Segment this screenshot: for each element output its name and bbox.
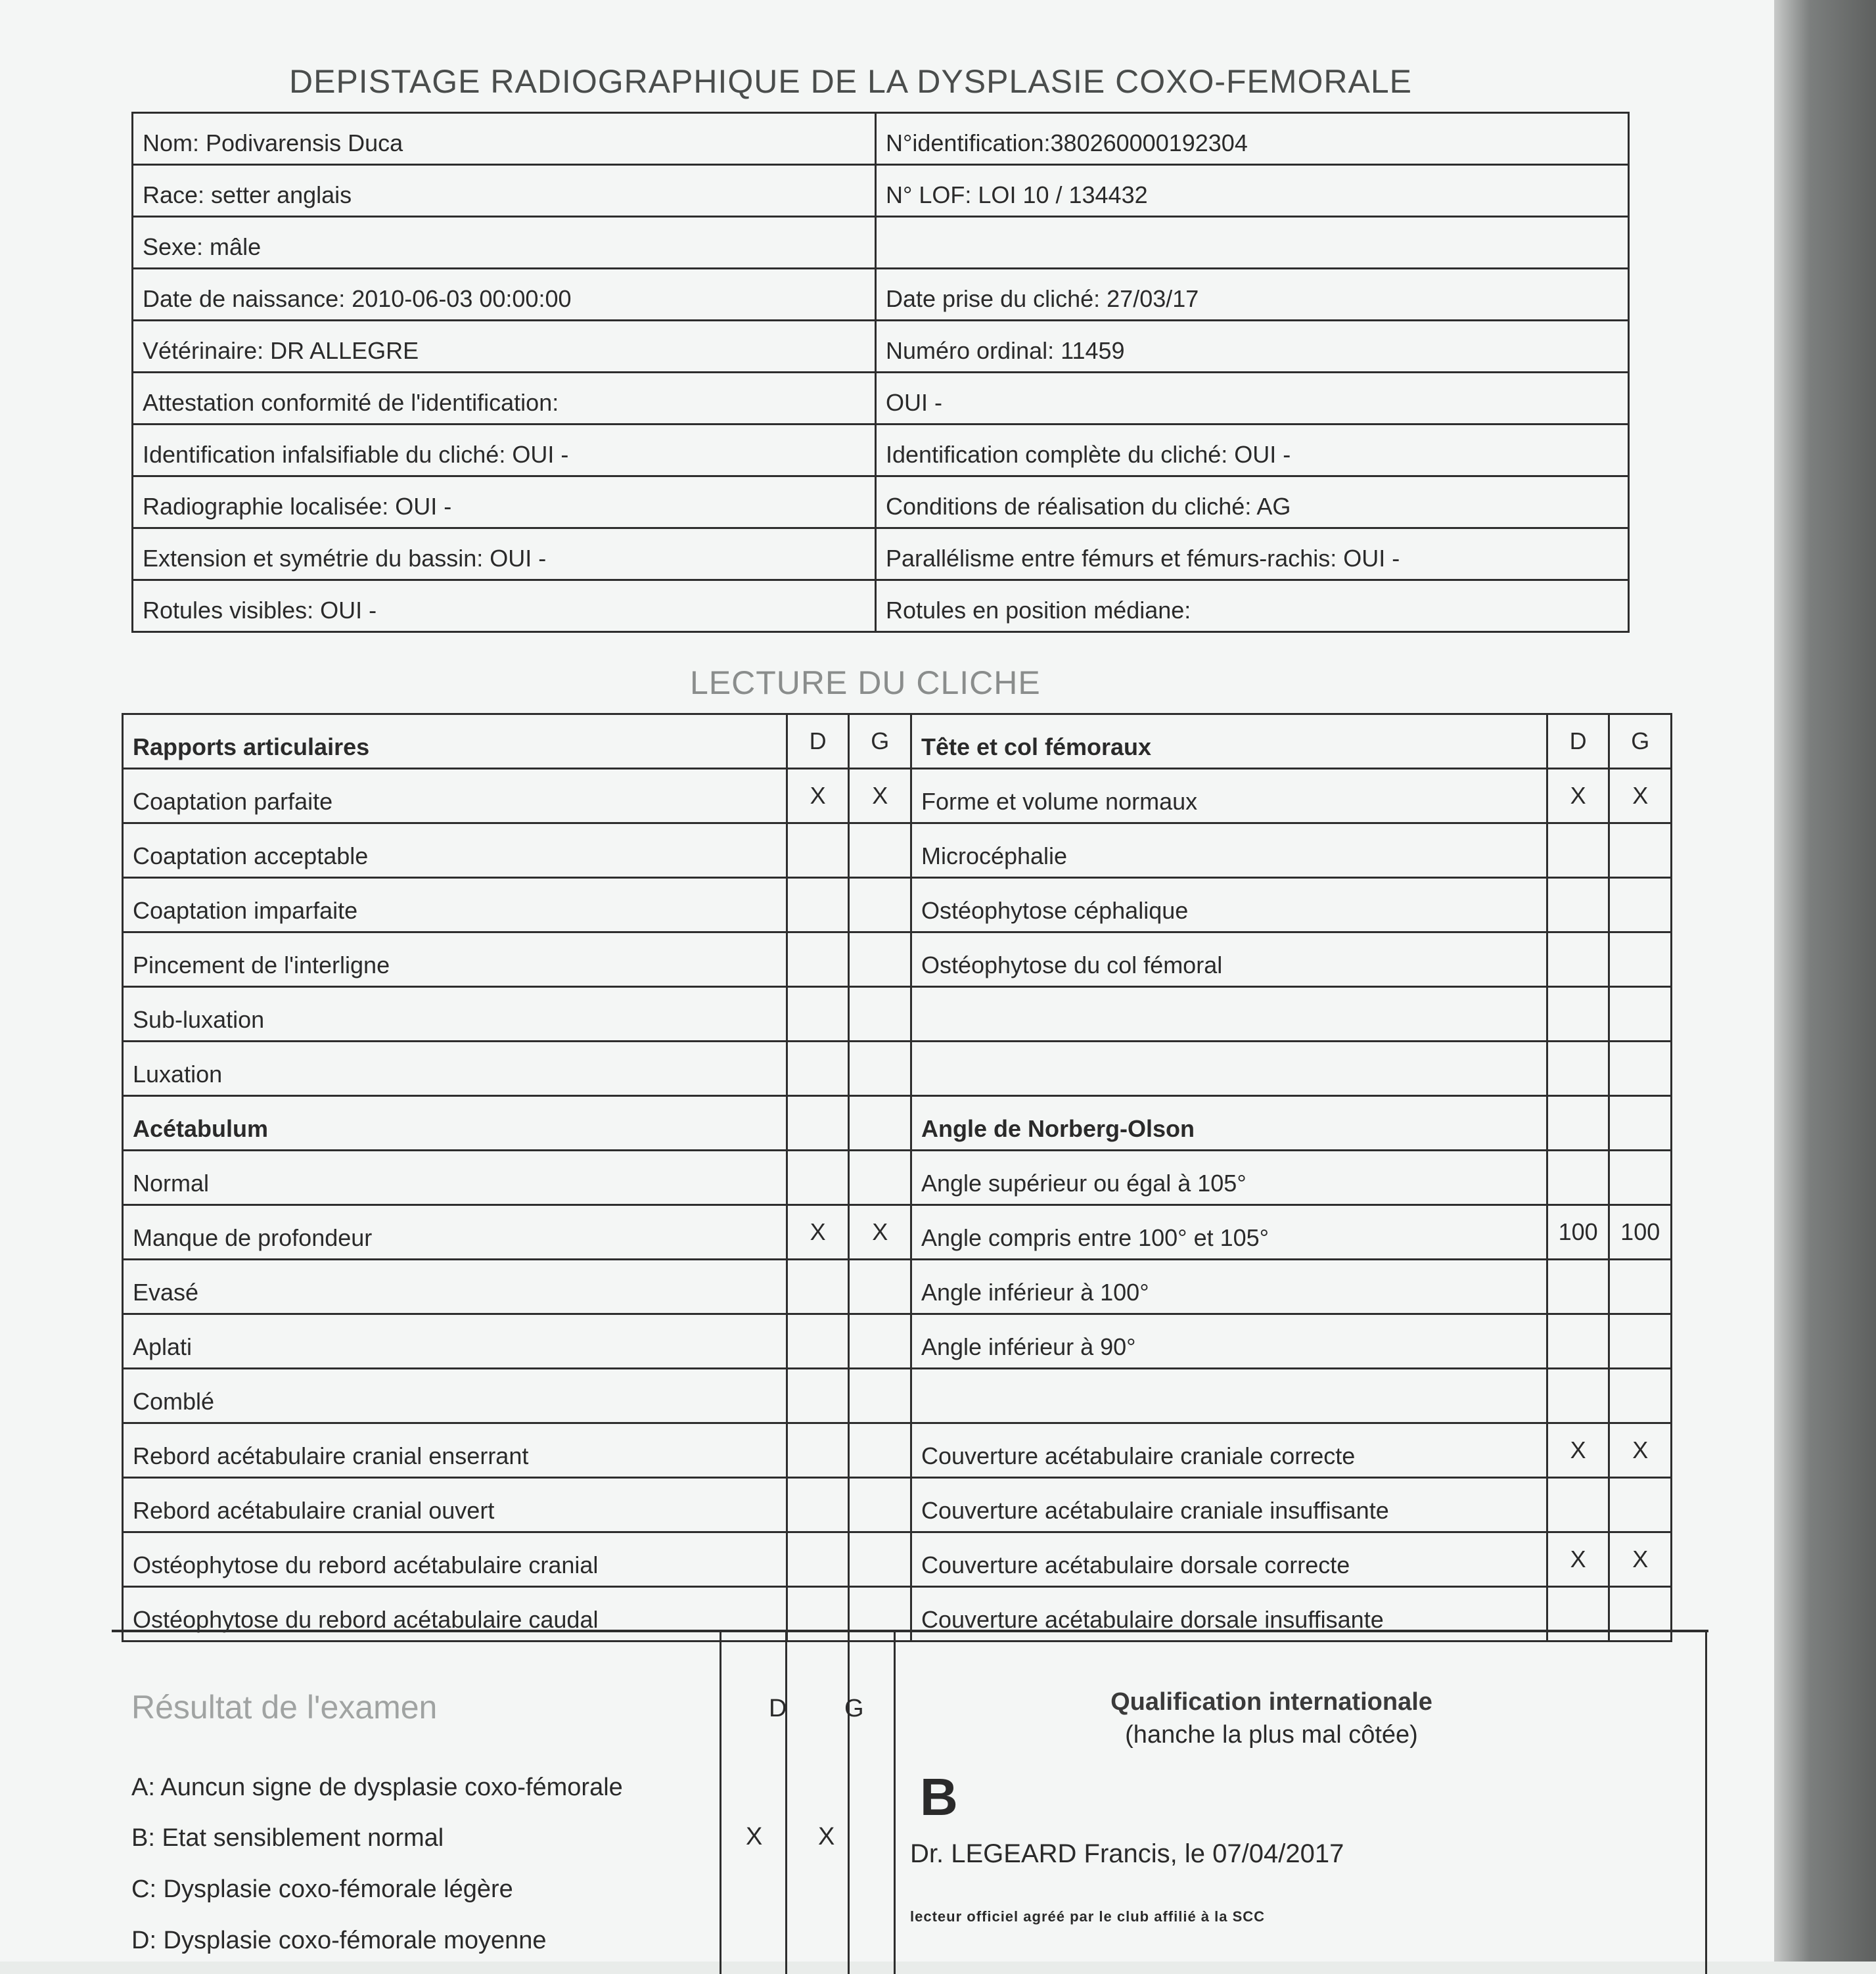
reading-right-g-mark <box>1609 1151 1672 1205</box>
reading-row <box>123 1314 1672 1369</box>
reading-table <box>122 713 1672 1642</box>
reading-left-label: Manque de profondeur <box>123 1205 787 1260</box>
reading-right-label: Couverture acétabulaire craniale correcte <box>911 1423 1547 1478</box>
reading-left-g-mark <box>849 1096 911 1151</box>
reading-left-g-mark: X <box>849 769 911 823</box>
result-item-c: C: Dysplasie coxo-fémorale légère <box>131 1875 513 1903</box>
reading-right-d-mark <box>1547 823 1609 878</box>
reading-right-label: Angle de Norberg-Olson <box>911 1096 1547 1151</box>
reading-right-label: Angle inférieur à 90° <box>911 1314 1547 1369</box>
reading-left-label: Ostéophytose du rebord acétabulaire caudal <box>123 1587 787 1641</box>
reading-left-d-mark <box>787 1096 849 1151</box>
reading-row <box>123 1532 1672 1587</box>
result-heading: Résultat de l'examen <box>131 1689 438 1726</box>
identification-right-cell: Rotules en position médiane: <box>876 580 1629 632</box>
header-tete-col-femoraux: Tête et col fémoraux <box>911 714 1547 769</box>
reading-left-g-mark <box>849 878 911 932</box>
result-d-header: D <box>769 1695 787 1722</box>
reading-left-g-mark <box>849 1478 911 1532</box>
reading-right-label: Microcéphalie <box>911 823 1547 878</box>
identification-row <box>133 269 1629 321</box>
reading-right-g-mark <box>1609 1042 1672 1096</box>
qualification-subtitle: (hanche la plus mal côtée) <box>1125 1721 1418 1749</box>
header-d-right: D <box>1547 714 1609 769</box>
reading-right-d-mark: X <box>1547 1532 1609 1587</box>
reading-left-label: Pincement de l'interligne <box>123 932 787 987</box>
reading-right-g-mark <box>1609 932 1672 987</box>
reading-right-g-mark <box>1609 878 1672 932</box>
header-g-right: G <box>1609 714 1672 769</box>
reading-left-d-mark <box>787 1532 849 1587</box>
result-divider-4 <box>894 1632 896 1974</box>
reading-left-label: Coaptation parfaite <box>123 769 787 823</box>
reading-right-g-mark <box>1609 823 1672 878</box>
identification-row <box>133 321 1629 373</box>
identification-row <box>133 425 1629 476</box>
reading-right-d-mark <box>1547 1096 1609 1151</box>
reading-left-g-mark <box>849 1423 911 1478</box>
reading-right-label: Couverture acétabulaire craniale insuffisante <box>911 1478 1547 1532</box>
identification-right-cell: Conditions de réalisation du cliché: AG <box>876 476 1629 528</box>
reading-left-d-mark: X <box>787 1205 849 1260</box>
reading-left-d-mark <box>787 1042 849 1096</box>
header-rapports-articulaires: Rapports articulaires <box>123 714 787 769</box>
identification-left-cell: Extension et symétrie du bassin: OUI - <box>133 528 876 580</box>
identification-left-cell: Identification infalsifiable du cliché: OUI - <box>133 425 876 476</box>
reading-left-g-mark <box>849 823 911 878</box>
reader-note: lecteur officiel agréé par le club affilié à la SCC <box>910 1908 1266 1925</box>
result-divider-1 <box>720 1632 721 1974</box>
reading-section-title: LECTURE DU CLICHE <box>690 664 1041 701</box>
result-divider-5 <box>1705 1632 1707 1974</box>
reading-left-d-mark <box>787 987 849 1042</box>
reading-row <box>123 987 1672 1042</box>
reading-right-d-mark <box>1547 932 1609 987</box>
reading-left-label: Aplati <box>123 1314 787 1369</box>
identification-left-cell: Vétérinaire: DR ALLEGRE <box>133 321 876 373</box>
reading-left-d-mark <box>787 1314 849 1369</box>
qualification-grade: B <box>920 1768 958 1826</box>
qualification-title: Qualification internationale <box>1110 1688 1432 1716</box>
identification-row <box>133 373 1629 425</box>
reading-left-label: Comblé <box>123 1369 787 1423</box>
header-d-left: D <box>787 714 849 769</box>
reading-right-d-mark: 100 <box>1547 1205 1609 1260</box>
result-section <box>112 1630 1708 1974</box>
identification-row <box>133 580 1629 632</box>
identification-left-cell: Nom: Podivarensis Duca <box>133 113 876 165</box>
reading-row <box>123 823 1672 878</box>
identification-right-cell: Identification complète du cliché: OUI - <box>876 425 1629 476</box>
reading-right-label: Angle inférieur à 100° <box>911 1260 1547 1314</box>
reading-right-g-mark: X <box>1609 1423 1672 1478</box>
identification-left-cell: Attestation conformité de l'identification: <box>133 373 876 425</box>
result-item-b: B: Etat sensiblement normal <box>131 1824 444 1852</box>
reading-right-d-mark <box>1547 1314 1609 1369</box>
reading-left-label: Ostéophytose du rebord acétabulaire cranial <box>123 1532 787 1587</box>
reading-right-g-mark <box>1609 987 1672 1042</box>
reading-left-g-mark: X <box>849 1205 911 1260</box>
reading-row <box>123 878 1672 932</box>
reading-right-label: Couverture acétabulaire dorsale correcte <box>911 1532 1547 1587</box>
reading-left-d-mark <box>787 1478 849 1532</box>
identification-left-cell: Date de naissance: 2010-06-03 00:00:00 <box>133 269 876 321</box>
reading-right-d-mark <box>1547 1369 1609 1423</box>
reading-right-d-mark: X <box>1547 1423 1609 1478</box>
reading-left-d-mark <box>787 1260 849 1314</box>
result-mark-g: X <box>818 1823 835 1850</box>
reading-row <box>123 1042 1672 1096</box>
reading-left-d-mark <box>787 1369 849 1423</box>
identification-table <box>131 112 1630 633</box>
reading-left-d-mark: X <box>787 769 849 823</box>
reading-left-label: Rebord acétabulaire cranial ouvert <box>123 1478 787 1532</box>
reading-right-g-mark: 100 <box>1609 1205 1672 1260</box>
reader-signature: Dr. LEGEARD Francis, le 07/04/2017 <box>910 1839 1344 1868</box>
identification-row <box>133 217 1629 269</box>
reading-right-g-mark: X <box>1609 769 1672 823</box>
reading-left-d-mark <box>787 1151 849 1205</box>
reading-header-row <box>123 714 1672 769</box>
identification-row <box>133 528 1629 580</box>
result-item-a: A: Auncun signe de dysplasie coxo-fémorale <box>131 1774 623 1801</box>
result-divider-3 <box>848 1632 850 1974</box>
reading-left-g-mark <box>849 1369 911 1423</box>
reading-left-d-mark <box>787 932 849 987</box>
reading-left-g-mark <box>849 1042 911 1096</box>
reading-left-g-mark <box>849 1151 911 1205</box>
reading-right-label: Angle compris entre 100° et 105° <box>911 1205 1547 1260</box>
reading-right-label: Couverture acétabulaire dorsale insuffisante <box>911 1587 1547 1641</box>
identification-right-cell: Date prise du cliché: 27/03/17 <box>876 269 1629 321</box>
identification-row <box>133 476 1629 528</box>
reading-right-d-mark <box>1547 1478 1609 1532</box>
identification-row <box>133 165 1629 217</box>
reading-left-label: Normal <box>123 1151 787 1205</box>
reading-right-g-mark <box>1609 1369 1672 1423</box>
reading-left-g-mark <box>849 987 911 1042</box>
reading-right-d-mark <box>1547 878 1609 932</box>
reading-left-label: Rebord acétabulaire cranial enserrant <box>123 1423 787 1478</box>
reading-row <box>123 1423 1672 1478</box>
identification-right-cell: Parallélisme entre fémurs et fémurs-rachis: OUI - <box>876 528 1629 580</box>
identification-right-cell: OUI - <box>876 373 1629 425</box>
identification-right-cell: Numéro ordinal: 11459 <box>876 321 1629 373</box>
result-divider-2 <box>785 1632 787 1974</box>
reading-right-g-mark <box>1609 1096 1672 1151</box>
result-item-d: D: Dysplasie coxo-fémorale moyenne <box>131 1927 547 1954</box>
reading-row <box>123 1260 1672 1314</box>
reading-left-d-mark <box>787 878 849 932</box>
header-g-left: G <box>849 714 911 769</box>
reading-row <box>123 932 1672 987</box>
reading-right-d-mark <box>1547 987 1609 1042</box>
reading-right-d-mark: X <box>1547 769 1609 823</box>
reading-left-g-mark <box>849 1314 911 1369</box>
identification-right-cell <box>876 217 1629 269</box>
reading-left-label: Acétabulum <box>123 1096 787 1151</box>
reading-right-d-mark <box>1547 1260 1609 1314</box>
identification-left-cell: Radiographie localisée: OUI - <box>133 476 876 528</box>
reading-left-d-mark <box>787 1423 849 1478</box>
reading-left-label: Coaptation imparfaite <box>123 878 787 932</box>
identification-right-cell: N°identification:380260000192304 <box>876 113 1629 165</box>
identification-left-cell: Rotules visibles: OUI - <box>133 580 876 632</box>
reading-row <box>123 1478 1672 1532</box>
reading-right-d-mark <box>1547 1151 1609 1205</box>
reading-right-g-mark <box>1609 1478 1672 1532</box>
reading-right-label: Ostéophytose céphalique <box>911 878 1547 932</box>
reading-left-label: Luxation <box>123 1042 787 1096</box>
identification-row <box>133 113 1629 165</box>
reading-row <box>123 1096 1672 1151</box>
result-g-header: G <box>844 1695 864 1722</box>
reading-left-label: Evasé <box>123 1260 787 1314</box>
identification-left-cell: Sexe: mâle <box>133 217 876 269</box>
reading-right-label <box>911 1369 1547 1423</box>
reading-left-label: Sub-luxation <box>123 987 787 1042</box>
reading-right-d-mark <box>1547 1042 1609 1096</box>
background-edge <box>1774 0 1876 1962</box>
reading-right-g-mark <box>1609 1260 1672 1314</box>
reading-row <box>123 1151 1672 1205</box>
identification-right-cell: N° LOF: LOI 10 / 134432 <box>876 165 1629 217</box>
reading-left-g-mark <box>849 1260 911 1314</box>
reading-row <box>123 769 1672 823</box>
reading-left-label: Coaptation acceptable <box>123 823 787 878</box>
document-title: DEPISTAGE RADIOGRAPHIQUE DE LA DYSPLASIE COXO-FEMORALE <box>289 63 1413 100</box>
identification-left-cell: Race: setter anglais <box>133 165 876 217</box>
reading-right-label: Ostéophytose du col fémoral <box>911 932 1547 987</box>
reading-right-g-mark <box>1609 1314 1672 1369</box>
reading-row <box>123 1205 1672 1260</box>
reading-left-g-mark <box>849 1532 911 1587</box>
reading-left-d-mark <box>787 823 849 878</box>
reading-right-label: Forme et volume normaux <box>911 769 1547 823</box>
reading-right-g-mark: X <box>1609 1532 1672 1587</box>
reading-right-label: Angle supérieur ou égal à 105° <box>911 1151 1547 1205</box>
reading-right-label <box>911 987 1547 1042</box>
result-mark-d: X <box>746 1823 763 1850</box>
reading-row <box>123 1369 1672 1423</box>
reading-left-g-mark <box>849 932 911 987</box>
reading-right-label <box>911 1042 1547 1096</box>
